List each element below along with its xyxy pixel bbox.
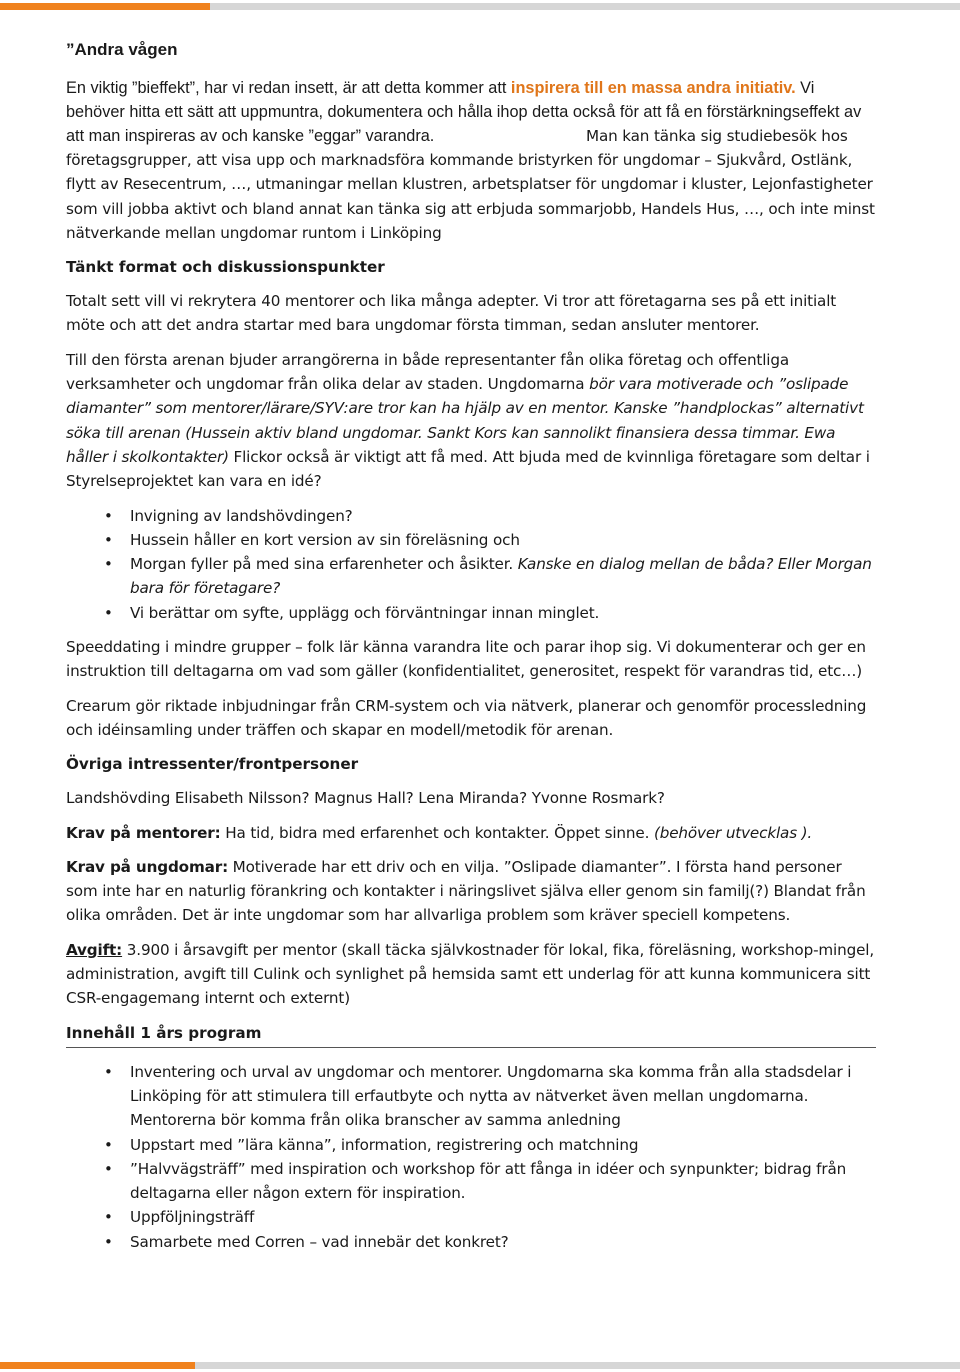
mentor-req-text: Ha tid, bidra med erfarenhet och kontakter. Öppet sinne. [220,823,654,842]
paragraph-persons: Landshövding Elisabeth Nilsson? Magnus Hall? Lena Miranda? Yvonne Rosmark? [66,789,665,808]
paragraph-ideas: Man kan tänka sig studiebesök hos företagsgrupper, att visa upp och marknadsföra kommande bristyrken för ungdomar – Sjukvård, Ostlänk, flytt av Resecentrum, …, utmaningar mellan klustren, arbetsplatser för ungdomar i kluster, Lejonfastigheter som vill jobba aktivt och bland annat kan tänka sig att erbjuda sommarjobb, Handels Hus, …, och inte minst nätverkande mellan ungdomar runtom i Linköping [66,126,875,242]
arena-text: Till den första arenan bjuder arrangörerna in både representanter fån olika företag och offentliga verksamheter och ungdomar från olika delar av staden. Ungdomarna [66,350,790,394]
arena-italic: bör vara motiverade och ”oslipade diamanter” som mentorer/lärare/SYV:are tror kan ha hjälp av en mentor. Kanske ”handplockas” alternativt söka till arenan (Hussein aktiv bland ungdomar. Sankt Kors kan sannolikt finansiera dessa timmar. Ewa håller i skolkontakter) [66,375,864,466]
list-item: • Uppstart med ”lära känna”, information, registrering och matchning [66,1133,876,1157]
intro-text-2: Vi behöver hitta ett sätt att uppmuntra, dokumentera och hålla ihop detta också för att få en förstärkningseffekt av att man inspireras av och kanske ”eggar” varandra. [66,79,862,145]
top-accent-grey [210,3,960,10]
year-program-bullets [66,1060,876,1254]
fee-text: 3.900 i årsavgift per mentor (skall täcka självkostnader för lokal, fika, föreläsning, workshop-mingel, administration, avgift till Culink och synlighet på hemsida samt ett underlag för att kunna kommunicera sitt CSR-engagemang internt och externt) [66,940,875,1008]
paragraph-mentor-req [66,821,876,845]
fee-label: Avgift: [66,940,123,959]
arena-text-2: Flickor också är viktigt att få med. Att bjuda med de kvinnliga företagare som deltar i Styrelseprojektet kan vara en idé? [66,447,870,491]
list-item: • Vi berättar om syfte, upplägg och förväntningar innan minglet. [66,601,876,625]
intro-text: En viktig ”bieffekt”, har vi redan insett, är att detta kommer att [66,79,511,97]
list-item [66,552,876,601]
heading-program: Innehåll 1 års program [66,1021,876,1048]
youth-req-text: Motiverade har ett driv och en vilja. ”Oslipade diamanter”. I första hand personer som inte har en naturlig förankring och kontakter i näringslivet själva eller genom sin familj(?) Blandat från olika områden. Det är inte ungdomar som har allvarliga problem som kräver speciell kompetens. [66,857,866,925]
list-item: • Invigning av landshövdingen? [66,504,876,528]
mentor-req-label: Krav på mentorer: [66,823,221,842]
list-item-text: Morgan fyller på med sina erfarenheter och åsikter. [130,555,518,574]
heading-format: Tänkt format och diskussionspunkter [66,258,385,277]
list-item: • Inventering och urval av ungdomar och mentorer. Ungdomarna ska komma från alla stadsdelar i Linköping för att stimulera till erfautbyte och nytta av nätverket även mellan ungdomarna. Mentorerna bör komma från olika branscher av samma anledning [66,1060,876,1133]
paragraph-crearum: Crearum gör riktade inbjudningar från CRM-system och via nätverk, planerar och genomför processledning och idéinsamling under träffen och skapar en modell/metodik för arenan. [66,696,867,739]
paragraph-fee [66,938,876,1011]
list-item: • Samarbete med Corren – vad innebär det konkret? [66,1230,876,1254]
top-accent-bar [0,0,960,12]
bottom-accent-grey [195,1362,960,1369]
paragraph-recruit: Totalt sett vill vi rekrytera 40 mentorer och lika många adepter. Vi tror att företagarna ses på ett initialt möte och att det andra startar med bara ungdomar första timman, sedan ansluter mentorer. [66,292,837,335]
list-item-italic: Kanske en dialog mellan de båda? Eller Morgan bara för företagare? [130,555,872,598]
youth-req-label: Krav på ungdomar: [66,857,228,876]
bottom-accent-orange [0,1362,195,1369]
list-item: • Uppföljningsträff [66,1205,876,1229]
paragraph-youth-req [66,855,876,928]
list-item: • ”Halvvägsträff” med inspiration och workshop för att fånga in idéer och synpunkter; bidrag från deltagarna eller någon extern för inspiration. [66,1157,876,1206]
document-body [66,38,876,1264]
list-item: • Hussein håller en kort version av sin föreläsning och [66,528,876,552]
paragraph-arena [66,348,876,494]
intro-highlight: inspirera till en massa andra initiativ. [510,79,796,97]
bottom-accent-bar [0,1360,960,1372]
section-title: ”Andra vågen [66,40,178,59]
top-accent-orange [0,3,210,10]
heading-others: Övriga intressenter/frontpersoner [66,755,359,774]
paragraph-speeddating: Speeddating i mindre grupper – folk lär känna varandra lite och parar ihop sig. Vi dokumenterar och ger en instruktion till deltagarna om vad som gäller (konfidentialitet, generositet, respekt för varandras tid, etc…) [66,638,866,681]
mentor-req-italic: (behöver utvecklas ). [653,823,813,842]
program-bullets [66,504,876,625]
